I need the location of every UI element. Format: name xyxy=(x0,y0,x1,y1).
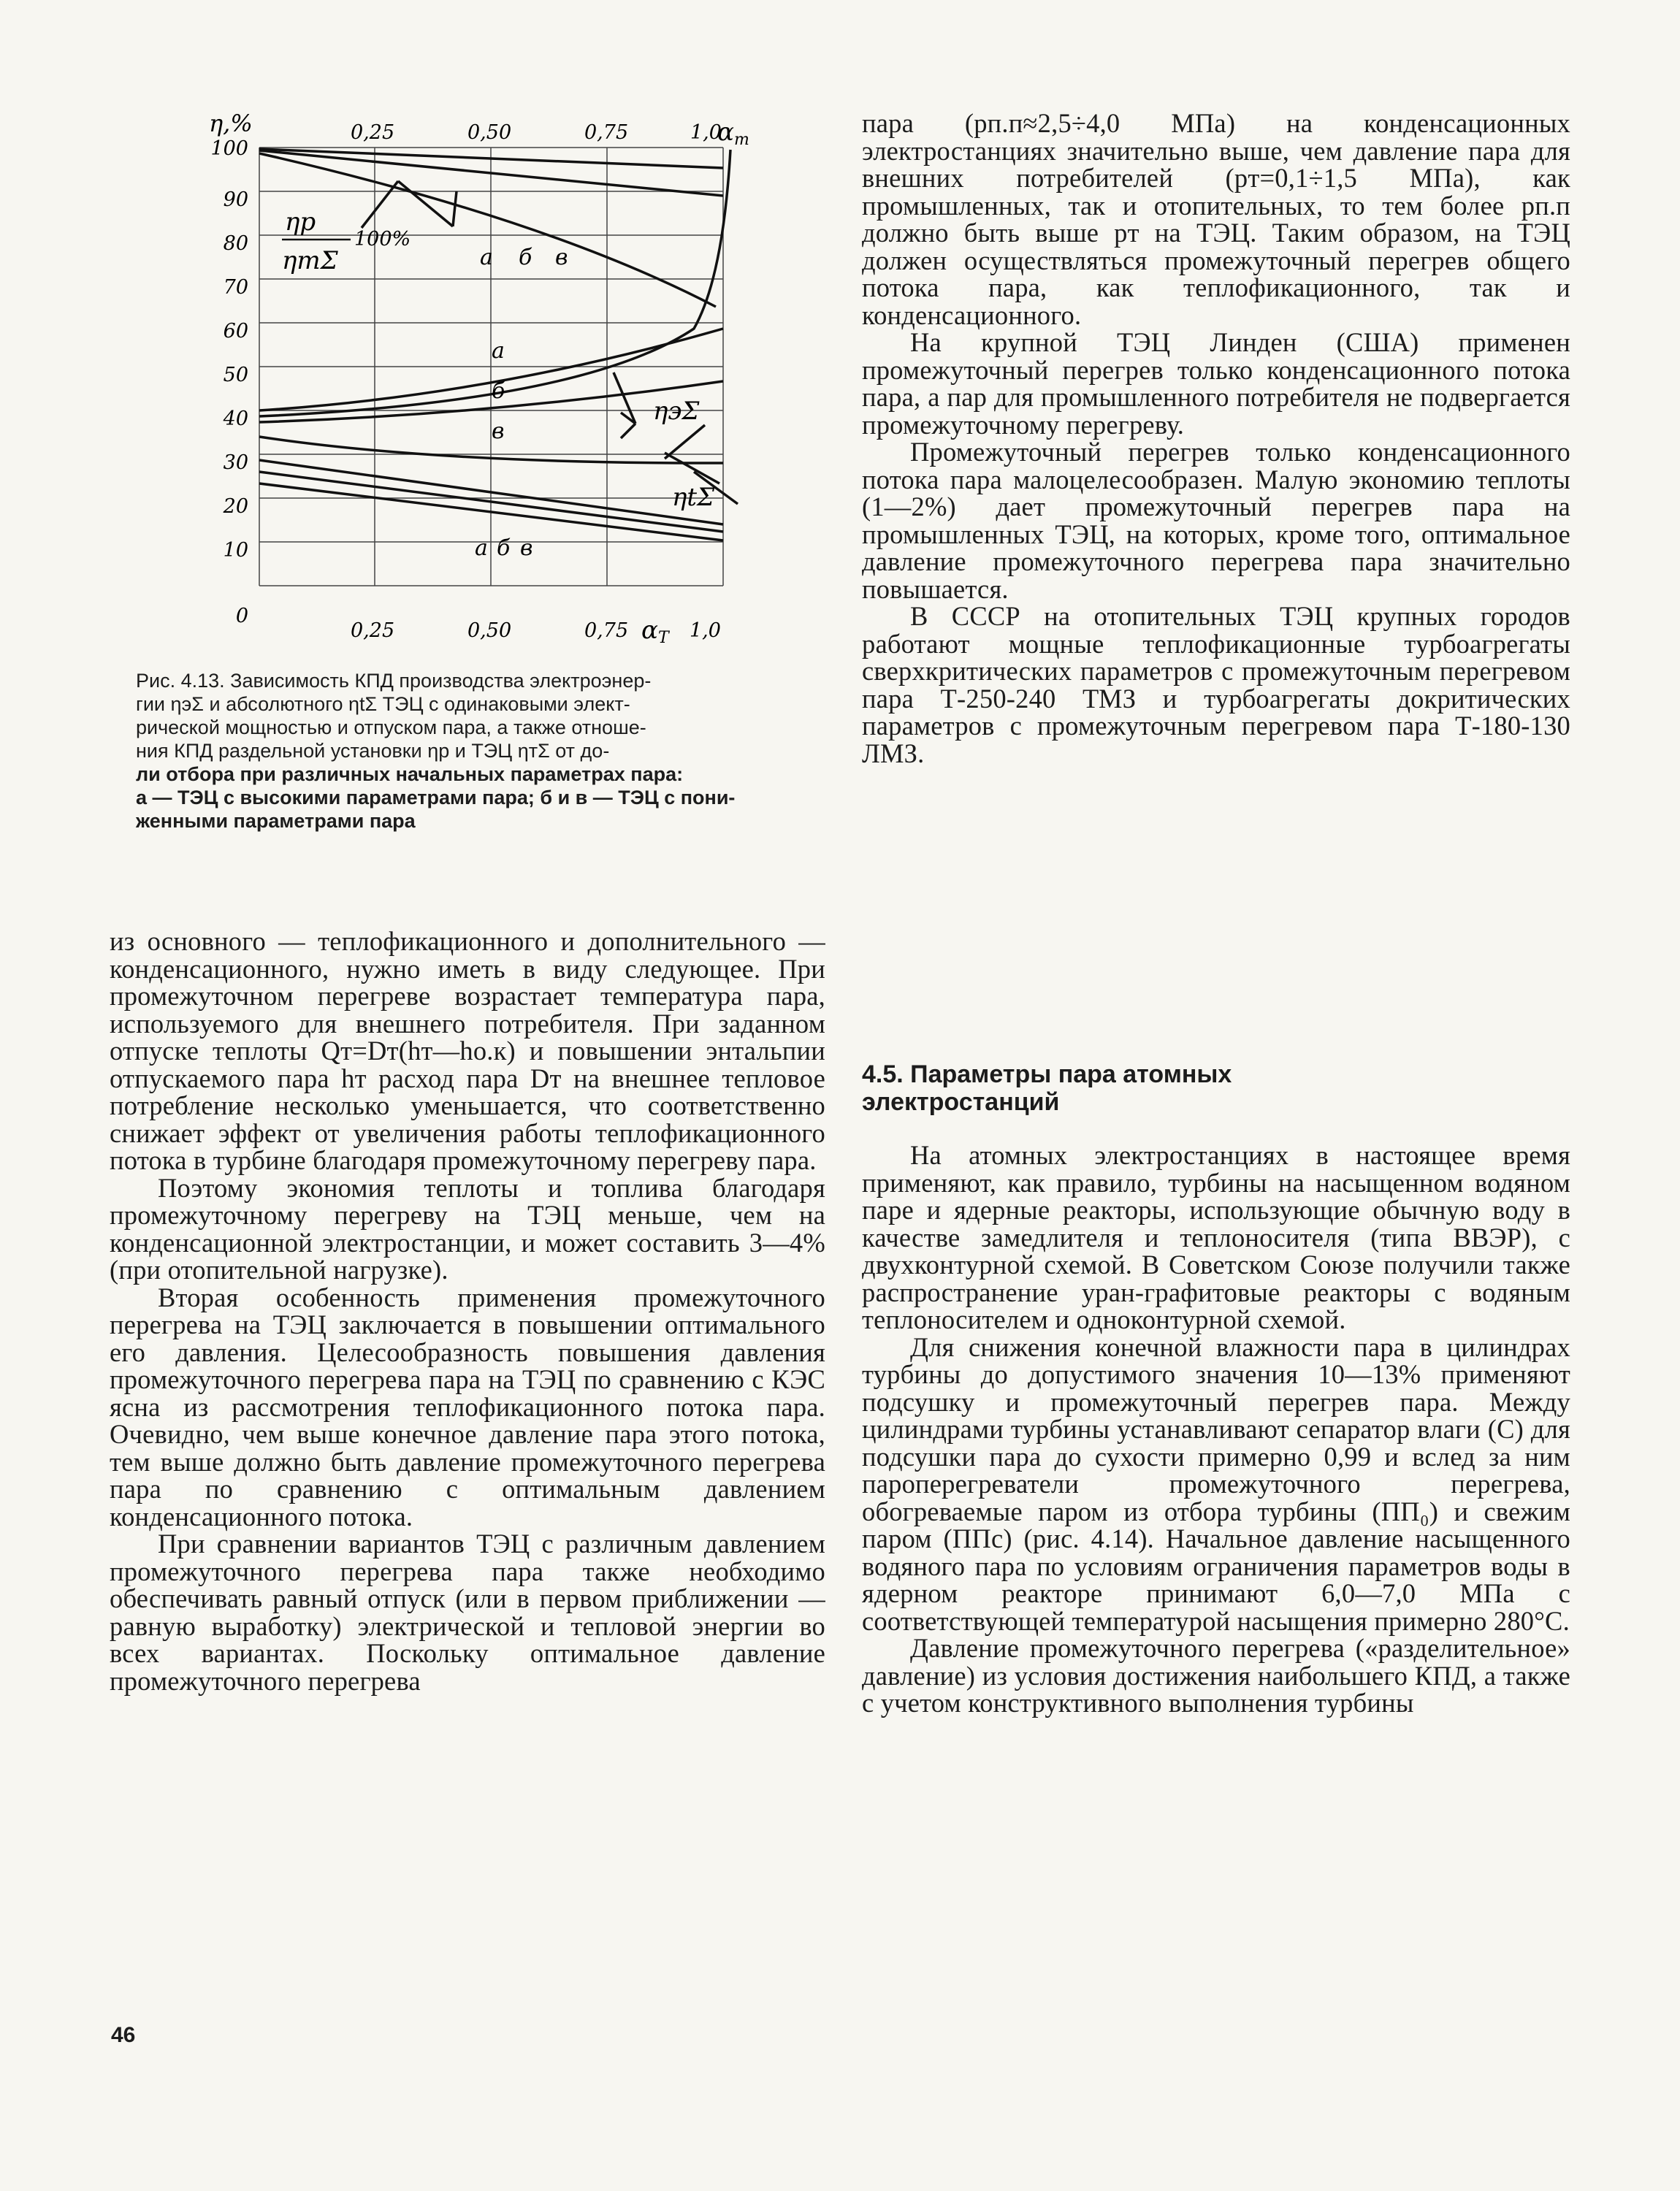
caption-line-3: рической мощностью и отпуском пара, а также отноше- xyxy=(136,716,646,738)
section-heading xyxy=(862,1060,1563,1116)
leader-line-4 xyxy=(665,453,719,483)
curve-letter-mid-c: в xyxy=(492,418,505,444)
figure-4-13 xyxy=(110,110,825,832)
curve-letter-mid-b: б xyxy=(492,378,505,404)
left-column xyxy=(110,110,825,1696)
top-tick-025: 0,25 xyxy=(351,121,395,144)
curve-letter-low-c: в xyxy=(520,535,533,561)
y-tick-90: 90 xyxy=(223,188,248,211)
curve-letter-low-a: а xyxy=(475,535,488,561)
bottom-tick-025: 0,25 xyxy=(351,619,395,642)
y-tick-30: 30 xyxy=(223,451,248,474)
right-paragraph-3: Промежуточный перегрев только конденсационного потока пара малоцелесообразен. Малую экономию теплоты (1—2%) дает промежуточный перегрев пара на промышленных ТЭЦ, на которых, кроме того, оптимальное давление промежуточного перегрева пара значительно повышается. xyxy=(862,437,1570,604)
section-heading-line-2: электростанций xyxy=(862,1088,1060,1116)
right-paragraph-6: Для снижения конечной влажности пара в цилиндрах турбины до допустимого значения 10—13% применяют подсушку и промежуточный перегрев пара. Между цилиндрами турбины устанавливают сепаратор влаги (С) для подсушки пара до сухости примерно 0,99 и вслед за ним пароперегреватели промежуточного перегрева, обогреваемые паром из отбора турбины (ПП₀) и свежим паром (ППс) (рис. 4.14). Начальное давление насыщенного водяного пара по условиям ограничения параметров воды в ядерном реакторе принимают 6,0—7,0 МПа с соответствующей температурой насыщения примерно 280°С. xyxy=(862,1331,1570,1636)
caption-line-7: женными параметрами пара xyxy=(136,810,416,832)
curve-letter-upper-b: б xyxy=(519,245,532,270)
left-paragraph-3: Вторая особенность применения промежуточного перегрева на ТЭЦ заключается в повышении оптимального его давления. Целесообразность повышения давления промежуточного перегрева пара на ТЭЦ по сравнению с КЭС ясна из рассмотрения теплофикационного потока пара. Очевидно, чем выше конечное давление пара этого потока, тем выше должно быть давление промежуточного перегрева пара по сравнению с оптимальным давлением конденсационного потока. xyxy=(110,1282,825,1532)
ratio-curve-c xyxy=(259,153,716,307)
figure-caption xyxy=(136,669,822,833)
y-tick-60: 60 xyxy=(223,320,248,343)
y-tick-20: 20 xyxy=(223,495,248,518)
right-body-text-bottom xyxy=(862,1142,1570,1717)
ratio-label xyxy=(282,207,411,275)
leader-line-3 xyxy=(362,181,398,228)
eta-e-label: ηэΣ xyxy=(653,397,700,426)
top-axis-label: αm xyxy=(717,118,749,149)
right-paragraph-7: Давление промежуточного перегрева («разделительное» давление) из условия достижения наибольшего КПД, а также с учетом конструктивного выполнения турбины xyxy=(862,1633,1570,1718)
bottom-tick-10: 1,0 xyxy=(690,619,721,642)
caption-line-6: а — ТЭЦ с высокими параметрами пара; б и в — ТЭЦ с пони- xyxy=(136,787,736,808)
y-tick-40: 40 xyxy=(223,408,248,430)
y-axis-label: η,% xyxy=(209,110,253,137)
right-paragraph-2: На крупной ТЭЦ Линден (США) применен промежуточный перегрев только конденсационного потока пара, а пар для промышленного потребителя не подвергается промежуточному перегреву. xyxy=(862,327,1570,440)
y-tick-100: 100 xyxy=(210,137,248,160)
svg-text:ηтΣ: ηтΣ xyxy=(282,246,338,275)
chart-grid xyxy=(259,148,723,586)
leader-line-5 xyxy=(665,425,705,459)
caption-line-2: гии ηэΣ и абсолютного ηtΣ ТЭЦ с одинаковыми элект- xyxy=(136,693,630,715)
y-tick-0: 0 xyxy=(235,605,248,627)
curve-letter-mid-a: а xyxy=(492,338,505,364)
right-paragraph-1: пара (pп.п≈2,5÷4,0 МПа) на конденсационных электростанциях значительно выше, чем давление пара для внешних потребителей (pт=0,1÷1,5 МПа), как промышленных, так и отопительных, то тем более pп.п должно быть выше pт на ТЭЦ. Таким образом, на ТЭЦ должен осуществляться промежуточный перегрев общего потока пара, как теплофикационного, так и конденсационного. xyxy=(862,108,1570,330)
bottom-axis-label: αT xyxy=(641,616,669,647)
svg-text:100%: 100% xyxy=(354,228,411,251)
top-tick-050: 0,50 xyxy=(467,121,512,144)
top-tick-10: 1,0 xyxy=(690,121,722,144)
caption-line-4: ния КПД раздельной установки ηр и ТЭЦ ηтΣ от до- xyxy=(136,740,610,762)
leader-line-1 xyxy=(398,181,453,226)
leader-line-8 xyxy=(621,424,635,438)
section-heading-line-1: 4.5. Параметры пара атомных xyxy=(862,1060,1232,1088)
caption-line-5: ли отбора при различных начальных параметрах пара: xyxy=(136,763,684,785)
curve-letter-upper-a: а xyxy=(480,245,493,270)
right-body-text-top xyxy=(862,110,1570,767)
y-tick-80: 80 xyxy=(223,232,248,255)
left-body-text xyxy=(110,928,825,1694)
curve-letter-upper-c: в xyxy=(555,245,568,270)
eta-t-label: ηtΣ xyxy=(672,483,715,512)
efficiency-chart xyxy=(110,110,825,665)
curve-letter-low-b: б xyxy=(497,535,511,561)
y-tick-70: 70 xyxy=(223,276,248,299)
y-tick-10: 10 xyxy=(223,539,248,562)
y-tick-50: 50 xyxy=(223,364,248,386)
left-paragraph-2: Поэтому экономия теплоты и топлива благодаря промежуточному перегреву на ТЭЦ меньше, чем на конденсационной электростанции, и может составить 3—4% (при отопительной нагрузке). xyxy=(110,1172,825,1285)
top-tick-075: 0,75 xyxy=(584,121,629,144)
page-number: 46 xyxy=(111,2023,136,2047)
left-paragraph-1: из основного — теплофикационного и дополнительного — конденсационного, нужно иметь в виду следующее. При промежуточном перегреве возрастает температура пара, используемого для внешнего потребителя. При заданном отпуске теплоты Qт=Dт(hт—hо.к) и повышении энтальпии отпускаемого пара hт расход пара Dт на внешнее тепловое потребление несколько уменьшается, что соответственно снижает эффект от увеличения работы теплофикационного потока в турбине благодаря промежуточному перегреву пара. xyxy=(110,926,825,1175)
caption-line-1: Рис. 4.13. Зависимость КПД производства электроэнер- xyxy=(136,670,652,692)
bottom-tick-050: 0,50 xyxy=(467,619,512,642)
bottom-tick-075: 0,75 xyxy=(584,619,629,642)
leader-line-2 xyxy=(453,191,457,226)
svg-text:ηр: ηр xyxy=(285,207,316,237)
left-paragraph-4: При сравнении вариантов ТЭЦ с различным давлением промежуточного перегрева пара также необходимо обеспечивать равный отпуск (или в первом приближении — равную выработку) электрической и тепловой энергии во всех вариантах. Поскольку оптимальное давление промежуточного перегрева xyxy=(110,1529,825,1696)
right-paragraph-5: На атомных электростанциях в настоящее время применяют, как правило, турбины на насыщенном водяном паре и ядерные реакторы, использующие обычную воду в качестве замедлителя и теплоносителя (типа ВВЭР), с двухконтурной схемой. В Советском Союзе получили также распространение уран-графитовые реакторы с водяным теплоносителем и одноконтурной схемой. xyxy=(862,1140,1570,1334)
right-paragraph-4: В СССР на отопительных ТЭЦ крупных городов работают мощные теплофикационные турбоагрегаты сверхкритических параметров с промежуточным перегревом пара Т-250-240 ТМЗ и турбоагрегаты докритических параметров с промежуточным перегревом пара Т-180-130 ЛМЗ. xyxy=(862,601,1570,768)
